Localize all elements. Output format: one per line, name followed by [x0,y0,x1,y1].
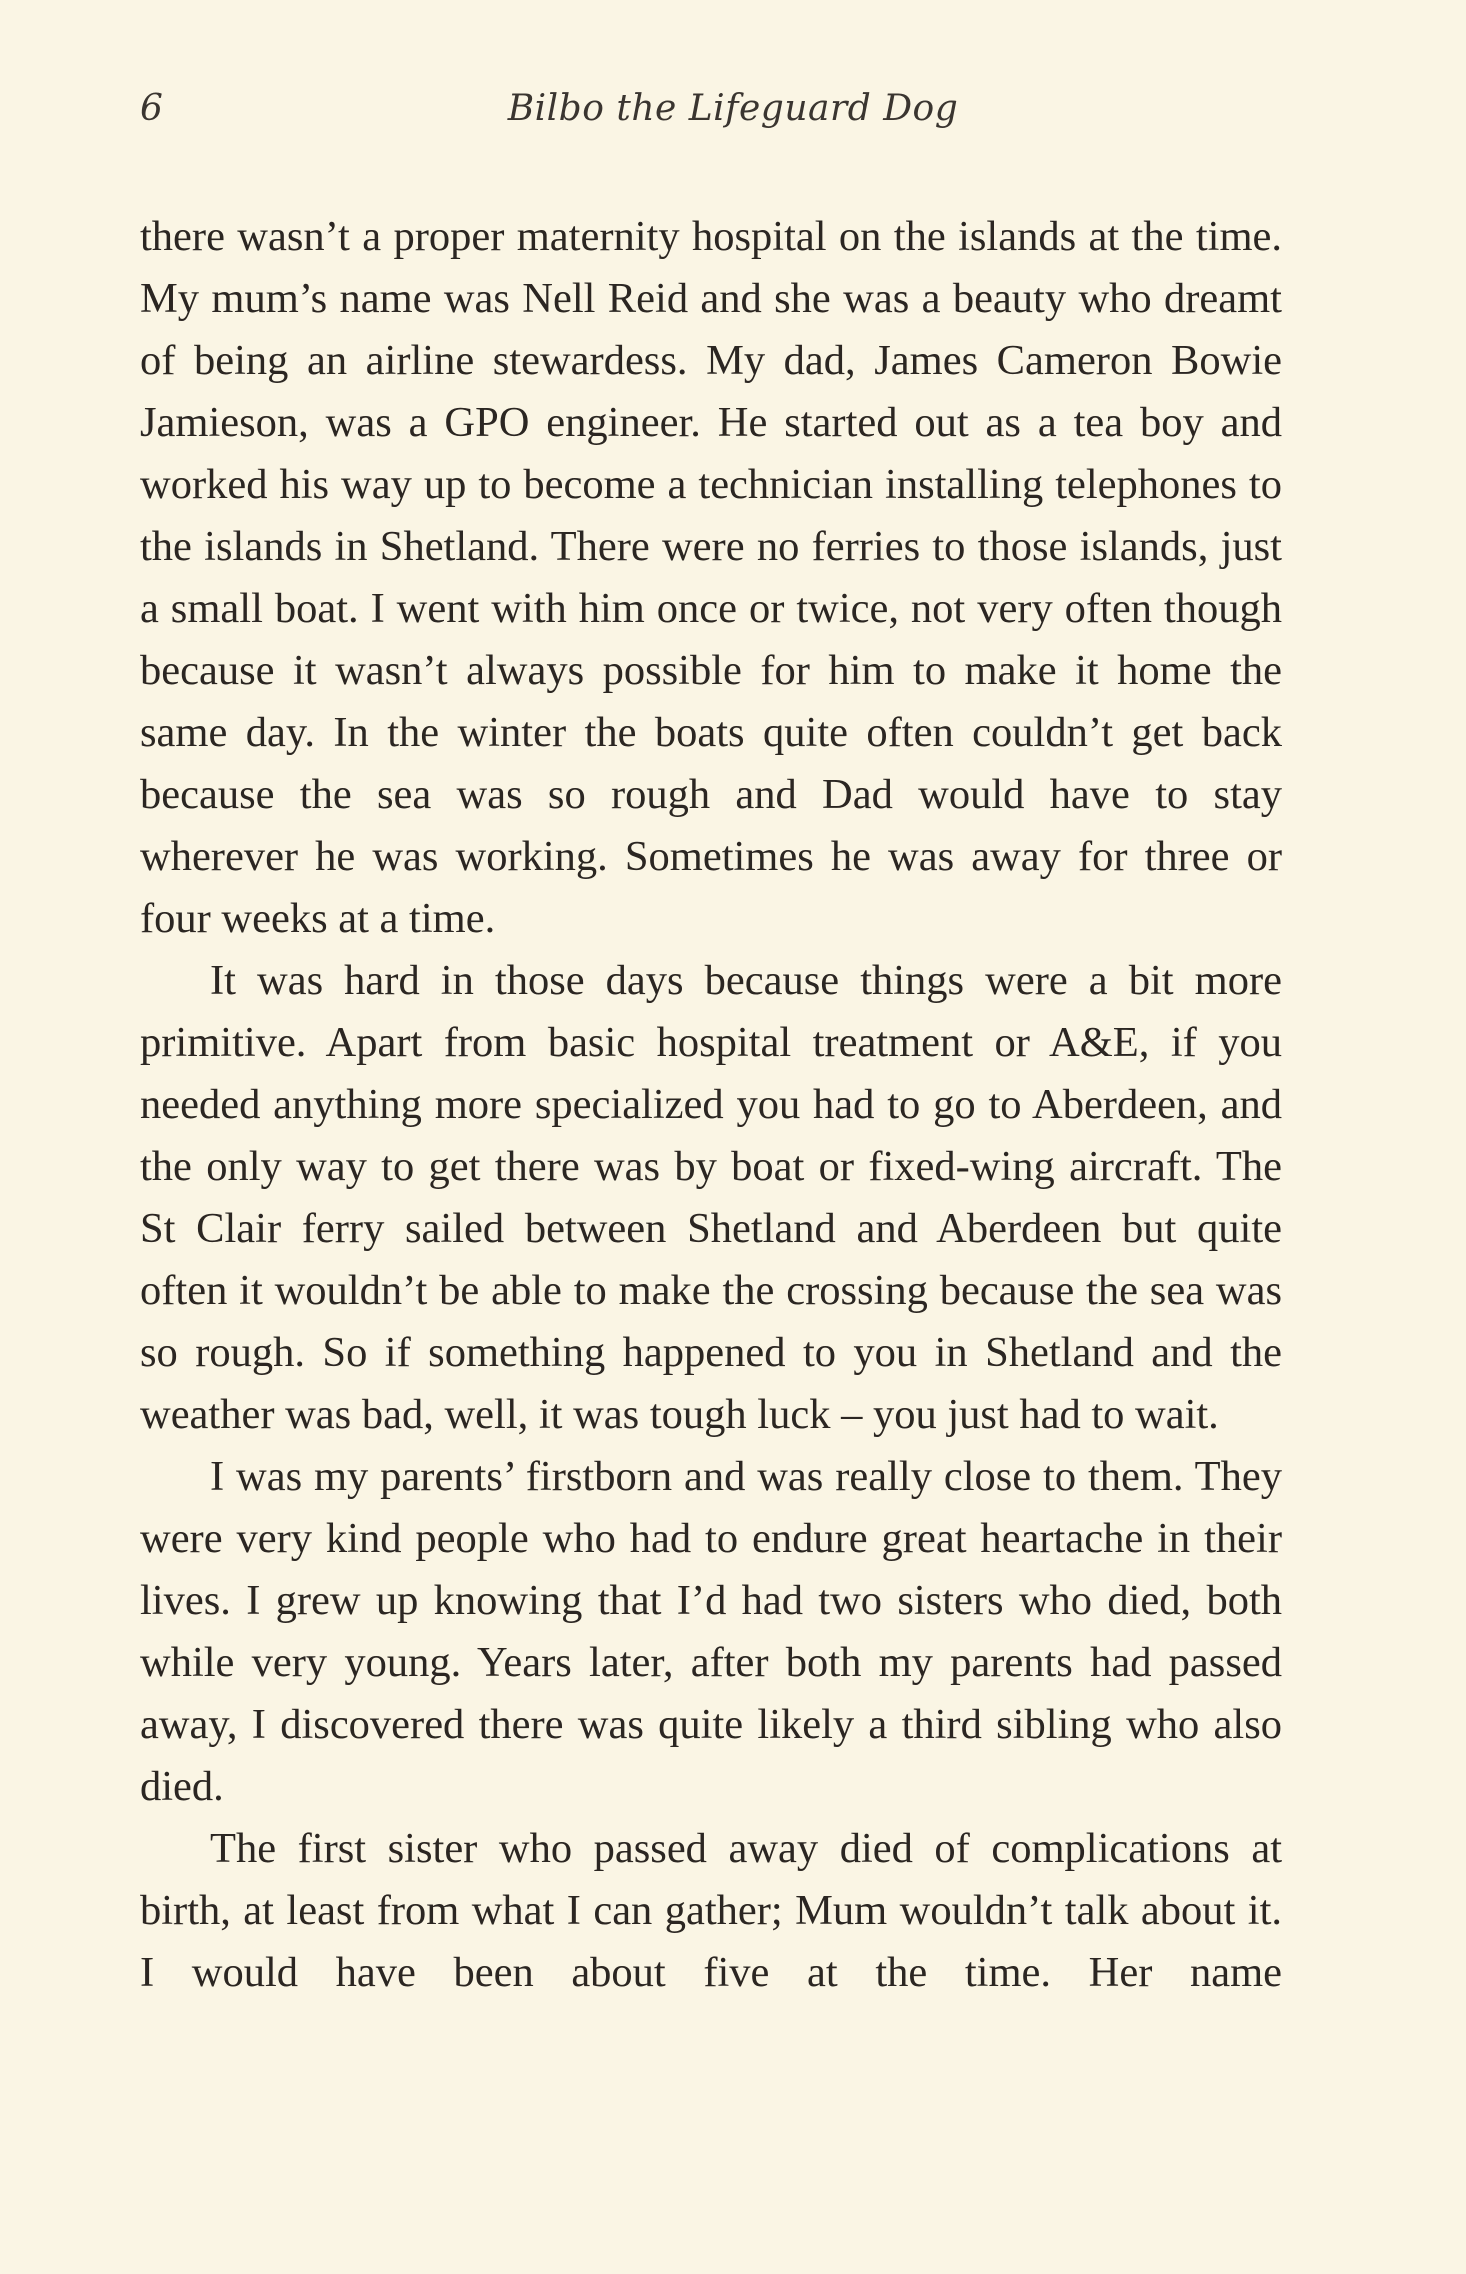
running-head [0,88,1466,138]
paragraph-4: The first sister who passed away died of complications at birth, at least from what I can gather; Mum wouldn’t talk about it. I would have been about five at the time. Her name [140,1825,1282,1996]
paragraph-2: It was hard in those days because things were a bit more primitive. Apart from basic hospital treatment or A&E, if you needed anything more specialized you had to go to Aberdeen, and the only way to get there was by boat or fixed-wing aircraft. The St Clair ferry sailed between Shetland and Aberdeen but quite often it wouldn’t be able to make the crossing because the sea was so rough. So if something happened to you in Shetland and the weather was bad, well, it was tough luck – you just had to wait. [140,957,1282,1438]
book-title: Bilbo the Lifeguard Dog [507,88,959,129]
body-text [140,206,1282,1996]
page-number: 6 [140,88,163,129]
paragraph-3: I was my parents’ firstborn and was really close to them. They were very kind people who had to endure great heartache in their lives. I grew up knowing that I’d had two sisters who died, both while very young. Years later, after both my parents had passed away, I discovered there was quite likely a third sibling who also died. [140,1453,1282,1810]
paragraph-1: there wasn’t a proper maternity hospital on the islands at the time. My mum’s name was Nell Reid and she was a beauty who dreamt of being an airline stewardess. My dad, James Cameron Bowie Jamieson, was a GPO engineer. He started out as a tea boy and worked his way up to become a technician installing telephones to the islands in Shetland. There were no ferries to those islands, just a small boat. I went with him once or twice, not very often though because it wasn’t always possible for him to make it home the same day. In the winter the boats quite often couldn’t get back because the sea was so rough and Dad would have to stay wherever he was working. Sometimes he was away for three or four weeks at a time. [140,213,1282,942]
